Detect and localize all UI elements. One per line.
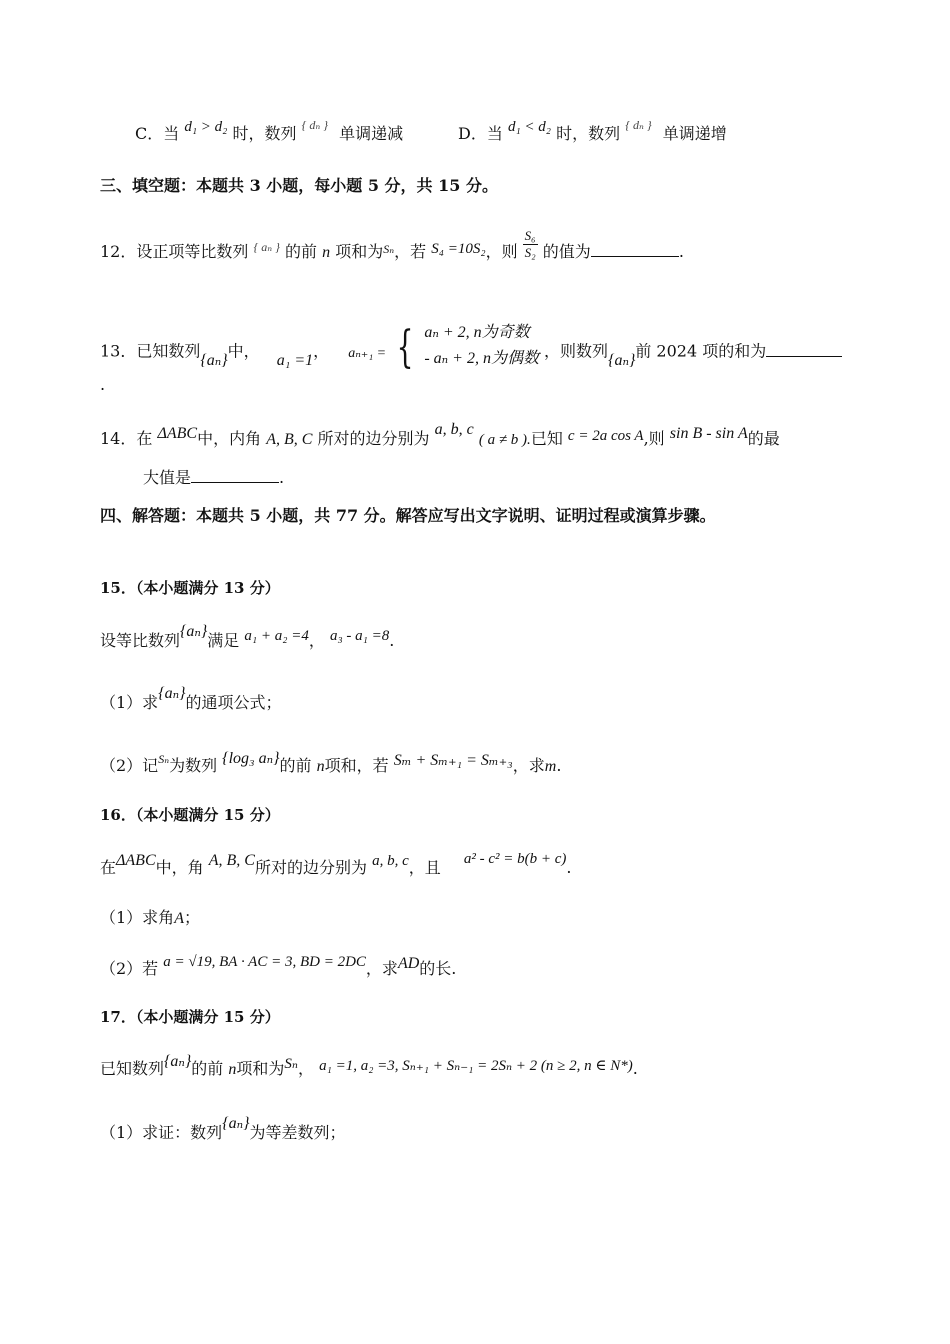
piecewise-brace: { <box>396 322 414 373</box>
math-condition: a² - c² = b(b + c) <box>463 851 567 867</box>
text: 的通项公式； <box>185 693 282 712</box>
math-var: n <box>316 758 325 775</box>
math-sn: Sₙ <box>284 1056 299 1072</box>
math-var: m <box>544 758 557 775</box>
text: 的长. <box>419 959 457 978</box>
math-sequence: {aₙ} <box>180 623 208 640</box>
part-label: （1）求 <box>100 693 159 712</box>
math-sequence: {aₙ} <box>164 1053 192 1070</box>
text: ，求 <box>365 959 398 978</box>
math-equation: Sₘ + Sₘ₊₁ = Sₘ₊₃ <box>393 752 513 769</box>
math-sequence: { dₙ } <box>625 118 652 132</box>
part-label: （1）求证：数列 <box>100 1123 223 1142</box>
question-16-heading: 16．（本小题满分 15 分） <box>100 806 280 824</box>
text: 为等差数列； <box>249 1123 346 1142</box>
q13-period: . <box>100 375 106 394</box>
piecewise-case-odd: aₙ + 2, n为奇数 <box>424 324 530 341</box>
option-label: D．当 <box>458 124 503 143</box>
text: 所对的边分别为 <box>317 429 430 448</box>
text: ； <box>183 908 200 927</box>
question-16-part-2 <box>100 956 456 979</box>
text: 项和为 <box>236 1059 285 1078</box>
question-number: 14． <box>100 429 137 448</box>
part-label: （1）求角 <box>100 908 175 927</box>
math-expression: sin B - sin A <box>669 425 748 442</box>
text: ，则 <box>485 242 518 261</box>
text: 为数列 <box>169 756 218 775</box>
text: 的最 <box>747 429 780 448</box>
text: 项和为 <box>335 242 384 261</box>
math-a1: a₁ =1 <box>276 351 314 369</box>
math-sides: a, b, c <box>372 853 409 869</box>
text: 中， <box>227 341 260 361</box>
question-number: 12． <box>100 242 137 261</box>
part-label: （2）若 <box>100 959 159 978</box>
text: . <box>389 631 395 650</box>
text: 中，内角 <box>197 429 262 448</box>
text: 设正项等比数列 <box>136 242 249 261</box>
math-condition: d₁ > d₂ <box>184 119 228 135</box>
question-12 <box>100 228 684 269</box>
question-16-stem <box>100 851 572 878</box>
text: ，则数列 <box>544 341 609 361</box>
text: 的前 <box>285 242 318 261</box>
question-14 <box>100 421 780 449</box>
math-angles: A, B, C <box>208 852 255 869</box>
option-label: C．当 <box>135 124 180 143</box>
q11-option-d <box>458 118 727 144</box>
math-angles: A, B, C <box>266 431 313 448</box>
text: 在 <box>100 858 117 877</box>
math-log-sequence: {log₃ aₙ} <box>222 750 280 767</box>
answer-blank[interactable] <box>591 242 679 257</box>
math-sides: a, b, c <box>434 421 474 438</box>
question-15-heading: 15．（本小题满分 13 分） <box>100 579 280 597</box>
math-condition: a₃ - a₁ =8 <box>329 628 390 644</box>
math-sequence: { dₙ } <box>301 118 329 132</box>
text: 的值为 <box>542 242 591 261</box>
text: 的前 <box>191 1059 224 1078</box>
math-condition: ( a ≠ b ). <box>478 432 531 448</box>
option-text: 单调递增 <box>662 124 727 143</box>
text: . <box>556 756 562 775</box>
question-15-stem <box>100 623 395 651</box>
fraction-numerator: S₆ <box>524 228 536 243</box>
math-var: A <box>174 910 184 927</box>
text: ，若 <box>394 242 427 261</box>
fraction <box>523 228 538 261</box>
text: 在 <box>136 429 153 448</box>
option-text: 时，数列 <box>232 124 297 143</box>
text: 前 2024 项的和为 <box>635 341 767 361</box>
text: 所对的边分别为 <box>254 858 367 877</box>
text: 中，角 <box>155 858 204 877</box>
text: 的前 <box>279 756 312 775</box>
section-3-title: 三、填空题：本题共 3 小题，每小题 5 分，共 15 分。 <box>100 176 498 195</box>
answer-blank[interactable] <box>191 468 279 483</box>
math-sn: Sₙ <box>383 242 395 256</box>
math-condition: S₄ =10S₂ <box>431 241 486 257</box>
text: ， <box>298 1059 315 1078</box>
math-sequence: {aₙ} <box>158 685 186 702</box>
math-triangle: ΔABC <box>116 852 156 869</box>
option-text: 单调递减 <box>339 124 404 143</box>
math-given: c = 2a cos A <box>567 428 644 444</box>
text: 已知数列 <box>136 341 201 361</box>
text: 已知数列 <box>100 1059 165 1078</box>
math-condition: d₁ < d₂ <box>507 119 551 135</box>
answer-blank[interactable] <box>766 342 842 357</box>
text: . <box>566 858 572 877</box>
text: 满足 <box>207 631 240 650</box>
text: 大值是 <box>143 468 192 487</box>
option-text: 时，数列 <box>556 124 621 143</box>
q11-option-c <box>135 118 404 144</box>
piecewise-cases <box>424 320 539 372</box>
math-triangle: ΔABC <box>157 425 198 442</box>
text: 已知 <box>530 429 563 448</box>
question-17-part-1 <box>100 1115 346 1143</box>
text: ， <box>313 341 330 361</box>
piecewise-case-even: - aₙ + 2, n为偶数 <box>424 350 539 367</box>
question-number: 13． <box>100 341 137 361</box>
math-condition: a₁ + a₂ =4 <box>244 628 309 644</box>
math-sequence: {aₙ} <box>200 351 228 369</box>
math-var: n <box>228 1061 237 1078</box>
text: ，且 <box>408 858 441 877</box>
question-13 <box>100 322 842 378</box>
math-condition: a₁ =1, a₂ =3, Sₙ₊₁ + Sₙ₋₁ = 2Sₙ + 2 (n ≥ 2, n ∈ N*) <box>319 1058 633 1074</box>
part-label: （2）记 <box>100 756 159 775</box>
math-sn: Sₙ <box>158 752 170 766</box>
text: ， <box>308 631 325 650</box>
question-14-cont <box>143 465 284 488</box>
question-17-heading: 17．（本小题满分 15 分） <box>100 1008 280 1026</box>
math-var: n <box>322 244 331 261</box>
question-15-part-2 <box>100 750 562 776</box>
text: . <box>678 242 684 261</box>
math-equation: a = √19, BA · AC = 3, BD = 2DC <box>163 954 366 970</box>
question-16-part-1 <box>100 905 200 928</box>
text: 项和，若 <box>324 756 389 775</box>
text: 设等比数列 <box>100 631 181 650</box>
math-sequence: {aₙ} <box>608 351 636 369</box>
fraction-denominator: S₂ <box>524 245 536 260</box>
question-15-part-1 <box>100 685 282 713</box>
math-recurrence-lhs: aₙ₊₁ = <box>348 345 387 361</box>
math-sequence: {aₙ} <box>222 1115 250 1132</box>
text: ，求 <box>512 756 545 775</box>
text: . <box>279 468 285 487</box>
question-17-stem <box>100 1053 638 1079</box>
section-4-title: 四、解答题：本题共 5 小题，共 77 分。解答应写出文字说明、证明过程或演算步骤。 <box>100 506 716 525</box>
math-sequence: { aₙ } <box>253 240 280 254</box>
text: ,则 <box>643 429 665 448</box>
math-segment: AD <box>397 955 420 972</box>
text: . <box>632 1059 638 1078</box>
